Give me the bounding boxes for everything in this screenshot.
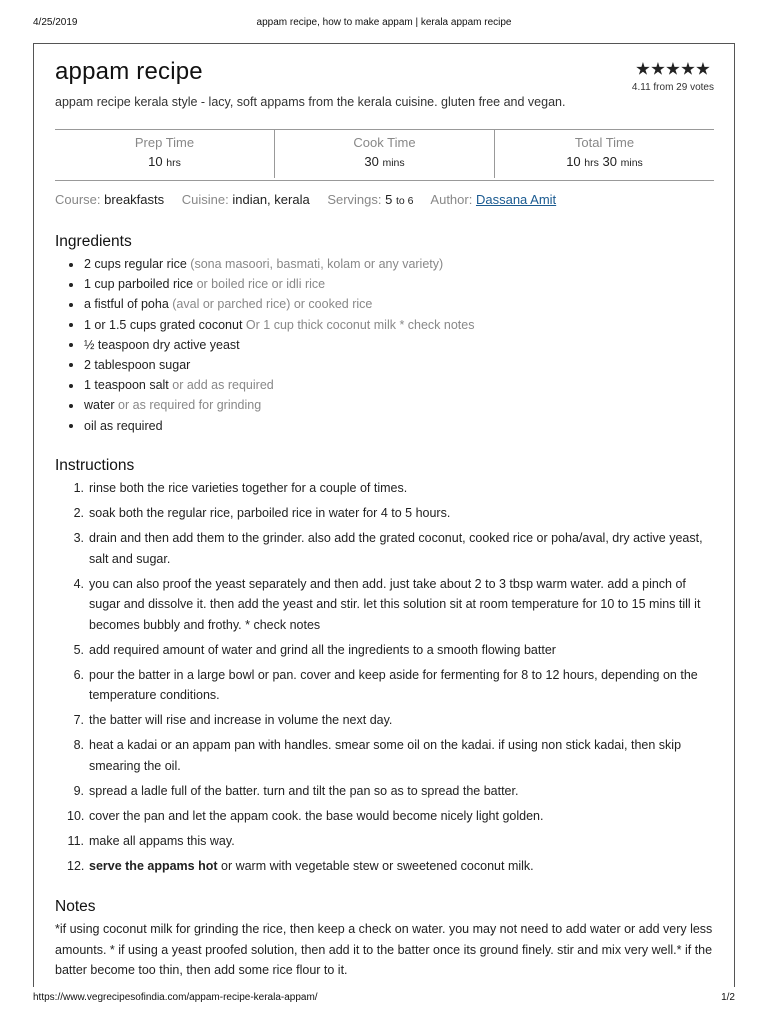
step-text: soak both the regular rice, parboiled rice in water for 4 to 5 hours. bbox=[89, 506, 451, 520]
instructions-heading: Instructions bbox=[55, 457, 135, 474]
star-icon[interactable] bbox=[681, 62, 695, 76]
instruction-step bbox=[67, 528, 717, 569]
step-number: 7. bbox=[73, 713, 84, 727]
notes-text: *if using coconut milk for grinding the rice, then keep a check on water. you may not need to add water or add very less amounts. * if using a yeast proofed solution, then add it to the batter once its ground finely. stir and mix very well.* if the batter become too thin, then add some rice flour to it. bbox=[55, 922, 713, 977]
star-icon[interactable] bbox=[696, 62, 710, 76]
instruction-step bbox=[67, 710, 717, 731]
print-header bbox=[33, 17, 735, 31]
prep-time-unit: hrs bbox=[166, 157, 181, 169]
step-text: pour the batter in a large bowl or pan. cover and keep aside for fermenting for 8 to 12 hours, depending on the temperature conditions. bbox=[89, 667, 698, 702]
ingredient-item bbox=[84, 375, 724, 395]
prep-time-number: 10 bbox=[148, 154, 163, 169]
ingredient-note: or as required for grinding bbox=[114, 398, 262, 413]
servings-value: 5 bbox=[385, 192, 393, 207]
ingredient-main: a fistful of poha bbox=[84, 297, 169, 312]
step-number: 2. bbox=[73, 506, 84, 520]
step-text-rest: or warm with vegetable stew or sweetened coconut milk. bbox=[217, 858, 534, 873]
step-text: you can also proof the yeast separately and then add. just take about 2 to 3 tbsp warm water. add a pinch of sugar and dissolve it. then add the yeast and stir. let this solution sit at room temperature for 10 to 15 mins till it becomes bubbly and frothy. * check notes bbox=[89, 576, 701, 632]
cook-time-unit: mins bbox=[382, 157, 405, 169]
cook-time bbox=[274, 130, 494, 178]
instruction-step bbox=[67, 806, 717, 827]
total-time-mins-unit: mins bbox=[620, 157, 643, 169]
ingredient-main: 2 cups regular rice bbox=[84, 257, 187, 271]
step-text: make all appams this way. bbox=[89, 833, 235, 848]
step-number: 11. bbox=[67, 833, 84, 848]
recipe-summary: appam recipe kerala style - lacy, soft appams from the kerala cuisine. gluten free and vegan. bbox=[55, 95, 566, 109]
step-text: drain and then add them to the grinder. also add the grated coconut, cooked rice or poha/aval, dry active yeast, salt and sugar. bbox=[89, 531, 703, 566]
print-page-number: 1/2 bbox=[721, 992, 735, 1003]
instruction-step bbox=[67, 781, 717, 802]
prep-time bbox=[55, 130, 274, 178]
star-icon[interactable] bbox=[651, 62, 665, 76]
step-number: 3. bbox=[73, 531, 84, 545]
ingredient-main: water bbox=[84, 398, 115, 413]
total-time-hours-unit: hrs bbox=[584, 157, 599, 169]
author-link[interactable]: Dassana Amit bbox=[475, 192, 557, 207]
step-number: 5. bbox=[73, 642, 84, 657]
step-number: 8. bbox=[73, 738, 84, 752]
print-page-title: appam recipe, how to make appam | kerala appam recipe bbox=[256, 17, 512, 28]
step-number: 1. bbox=[73, 481, 84, 495]
ingredient-item bbox=[84, 416, 724, 436]
print-footer bbox=[33, 992, 735, 1006]
servings-label: Servings: bbox=[327, 192, 382, 207]
ingredient-note: or add as required bbox=[168, 378, 274, 393]
total-time-mins: 30 bbox=[602, 154, 617, 169]
ingredients-list bbox=[84, 254, 724, 436]
recipe-rating[interactable] bbox=[632, 62, 714, 93]
step-number: 10. bbox=[67, 808, 85, 823]
cook-time-label: Cook Time bbox=[353, 135, 416, 150]
cuisine-label: Cuisine: bbox=[181, 192, 229, 207]
step-text: heat a kadai or an appam pan with handles. smear some oil on the kadai. if using non stick kadai, then skip smearing the oil. bbox=[89, 738, 682, 773]
prep-time-label: Prep Time bbox=[134, 135, 195, 150]
step-text: cover the pan and let the appam cook. the base would become nicely light golden. bbox=[89, 808, 544, 823]
author-label: Author: bbox=[430, 192, 473, 207]
cuisine-value: indian, kerala bbox=[232, 192, 310, 207]
prep-time-value bbox=[55, 154, 274, 169]
instruction-step bbox=[67, 665, 717, 706]
step-emphasis: serve the appams hot bbox=[89, 858, 218, 873]
ingredient-main: 1 teaspoon salt bbox=[84, 378, 169, 393]
ingredient-main: ½ teaspoon dry active yeast bbox=[84, 337, 240, 352]
step-text: spread a ladle full of the batter. turn and tilt the pan so as to spread the batter. bbox=[89, 783, 519, 798]
ingredient-item bbox=[84, 254, 724, 274]
cook-time-value bbox=[275, 154, 494, 169]
notes-heading: Notes bbox=[55, 898, 96, 915]
instruction-step bbox=[67, 503, 717, 524]
servings-unit: to 6 bbox=[396, 195, 414, 207]
total-time-hours: 10 bbox=[566, 154, 581, 169]
step-text: add required amount of water and grind all the ingredients to a smooth flowing batter bbox=[89, 642, 556, 657]
recipe-times bbox=[55, 130, 714, 178]
course-value: breakfasts bbox=[104, 192, 165, 207]
recipe-meta bbox=[55, 192, 556, 207]
instructions-list bbox=[67, 478, 717, 881]
ingredient-item bbox=[84, 335, 724, 355]
divider bbox=[55, 180, 714, 181]
ingredient-item bbox=[84, 355, 724, 375]
total-time bbox=[494, 130, 714, 178]
print-url: https://www.vegrecipesofindia.com/appam-recipe-kerala-appam/ bbox=[33, 992, 318, 1003]
instruction-step bbox=[67, 574, 717, 636]
total-time-value bbox=[495, 154, 714, 169]
ingredient-note: or boiled rice or idli rice bbox=[193, 277, 326, 292]
total-time-label: Total Time bbox=[574, 135, 635, 150]
instruction-step bbox=[67, 856, 717, 877]
rating-stars[interactable] bbox=[632, 62, 714, 76]
recipe-title: appam recipe bbox=[55, 58, 203, 85]
instruction-step bbox=[67, 478, 717, 499]
instruction-step bbox=[67, 640, 717, 661]
instruction-step bbox=[67, 831, 717, 852]
print-date: 4/25/2019 bbox=[33, 17, 78, 28]
recipe-card bbox=[33, 43, 735, 987]
ingredient-main: 2 tablespoon sugar bbox=[84, 357, 191, 372]
step-text: rinse both the rice varieties together for a couple of times. bbox=[89, 481, 408, 495]
cook-time-number: 30 bbox=[364, 154, 379, 169]
rating-text: 4.11 from 29 votes bbox=[631, 82, 714, 93]
ingredient-main: 1 or 1.5 cups grated coconut bbox=[84, 317, 243, 332]
instruction-step bbox=[67, 735, 717, 776]
ingredient-item bbox=[84, 274, 724, 294]
ingredient-item bbox=[84, 294, 724, 314]
step-text: the batter will rise and increase in volume the next day. bbox=[89, 713, 393, 727]
step-number: 4. bbox=[73, 576, 84, 591]
star-icon[interactable] bbox=[636, 62, 650, 76]
ingredient-note: (aval or parched rice) or cooked rice bbox=[168, 297, 373, 312]
step-number: 9. bbox=[73, 783, 84, 798]
step-number: 6. bbox=[73, 667, 84, 682]
step-number: 12. bbox=[67, 858, 85, 873]
ingredient-note: Or 1 cup thick coconut milk * check notes bbox=[242, 317, 475, 332]
ingredient-item bbox=[84, 395, 724, 415]
step-text bbox=[89, 856, 717, 877]
ingredient-main: oil as required bbox=[84, 418, 163, 433]
ingredient-main: 1 cup parboiled rice bbox=[84, 277, 194, 292]
ingredient-item bbox=[84, 315, 724, 335]
ingredients-heading: Ingredients bbox=[55, 233, 132, 250]
ingredient-note: (sona masoori, basmati, kolam or any variety) bbox=[186, 257, 444, 271]
star-icon[interactable] bbox=[666, 62, 680, 76]
course-label: Course: bbox=[55, 192, 101, 207]
